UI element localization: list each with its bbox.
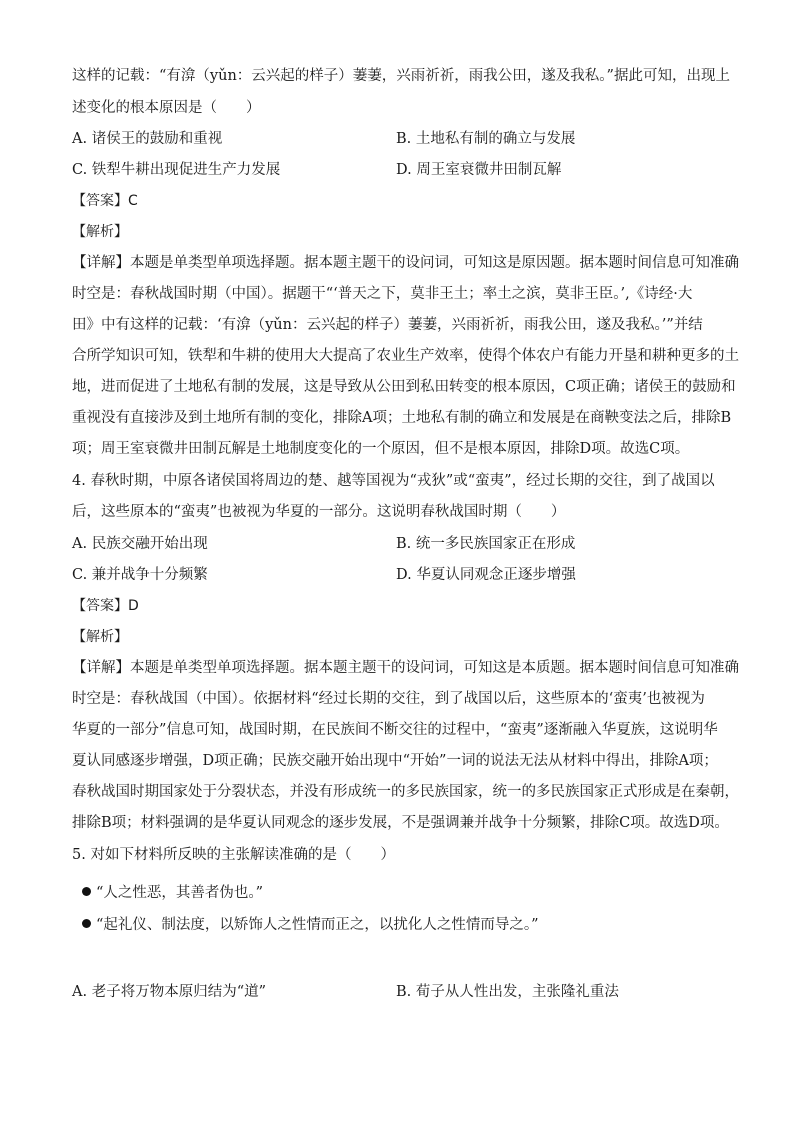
q4-detail-line: 时空是：春秋战国（中国）。依据材料“经过长期的交往，到了战国以后，这些原本的‘蛮夷’也被视为 [72, 691, 705, 707]
q4-option-d: D. 华夏认同观念正逐步增强 [396, 567, 576, 583]
bullet-icon [82, 919, 91, 928]
q3-option-b: B. 土地私有制的确立与发展 [396, 131, 576, 147]
q3-analysis-label: 【解析】 [72, 224, 128, 240]
q4-answer: 【答案】D [72, 598, 139, 614]
q5-option-b: B. 荀子从人性出发，主张隆礼重法 [396, 984, 619, 1000]
q3-option-c: C. 铁犁牛耕出现促进生产力发展 [72, 162, 281, 178]
q4-detail-line: 华夏的一部分”信息可知，战国时期，在民族间不断交往的过程中，“蛮夷”逐渐融入华夏族，这说明华 [72, 722, 718, 738]
q5-stem: 5. 对如下材料所反映的主张解读准确的是（ ） [72, 847, 395, 863]
q5-quote-text: “人之性恶，其善者伪也。” [96, 885, 264, 901]
q4-option-a: A. 民族交融开始出现 [72, 536, 208, 552]
q3-stem-line: 述变化的根本原因是（ ） [72, 100, 261, 116]
q4-option-b: B. 统一多民族国家正在形成 [396, 536, 576, 552]
q5-quote-item [82, 915, 539, 935]
q4-detail-line: 春秋战国时期国家处于分裂状态，并没有形成统一的多民族国家，统一的多民族国家正式形成是在秦朝， [72, 784, 739, 800]
q5-option-a: A. 老子将万物本原归结为“道” [72, 984, 267, 1000]
bullet-icon [82, 887, 91, 896]
q5-quote-item [82, 883, 263, 903]
q3-detail-line: 合所学知识可知，铁犁和牛耕的使用大大提高了农业生产效率，使得个体农户有能力开垦和耕种更多的土 [72, 348, 739, 364]
q3-answer: 【答案】C [72, 193, 138, 209]
q4-detail-line: 【详解】本题是单类型单项选择题。据本题主题干的设问词，可知这是本质题。据本题时间信息可知准确 [72, 660, 739, 676]
q4-analysis-label: 【解析】 [72, 629, 128, 645]
q3-stem-line: 这样的记载：“有渰（yǔn：云兴起的样子）萋萋，兴雨祈祈，雨我公田，遂及我私。”据此可知，出现上 [72, 68, 730, 84]
q3-option-a: A. 诸侯王的鼓励和重视 [72, 131, 223, 147]
q4-option-c: C. 兼并战争十分频繁 [72, 567, 208, 583]
q5-quote-text: “起礼仪、制法度，以矫饰人之性情而正之，以扰化人之性情而导之。” [96, 917, 539, 933]
q4-detail-line: 夏认同感逐步增强，D项正确；民族交融开始出现中“开始”一词的说法无法从材料中得出，排除A项； [72, 753, 718, 769]
q3-detail-line: 【详解】本题是单类型单项选择题。据本题主题干的设问词，可知这是原因题。据本题时间信息可知准确 [72, 255, 739, 271]
q4-detail-line: 排除B项；材料强调的是华夏认同观念的逐步发展，不是强调兼并战争十分频繁，排除C项。故选D项。 [72, 815, 729, 831]
q3-detail-line: 田》中有这样的记载：‘有渰（yǔn：云兴起的样子）萋萋，兴雨祈祈，雨我公田，遂及我私。’”并结 [72, 317, 703, 333]
q3-detail-line: 重视没有直接涉及到土地所有制的变化，排除A项；土地私有制的确立和发展是在商鞅变法之后，排除B [72, 410, 732, 426]
q3-detail-line: 项；周王室衰微井田制瓦解是土地制度变化的一个原因，但不是根本原因，排除D项。故选C项。 [72, 441, 690, 457]
q4-stem-line: 后，这些原本的“蛮夷”也被视为华夏的一部分。这说明春秋战国时期（ ） [72, 504, 566, 520]
q3-detail-line: 地，进而促进了土地私有制的发展，这是导致从公田到私田转变的根本原因，C项正确；诸侯王的鼓励和 [72, 379, 736, 395]
q4-stem-line: 4. 春秋时期，中原各诸侯国将周边的楚、越等国视为“戎狄”或“蛮夷”，经过长期的交往，到了战国以 [72, 473, 715, 489]
q3-option-d: D. 周王室衰微井田制瓦解 [396, 162, 562, 178]
q3-detail-line: 时空是：春秋战国时期（中国）。据题干“‘普天之下，莫非王土；率土之滨，莫非王臣。’,《诗经·大 [72, 286, 693, 302]
